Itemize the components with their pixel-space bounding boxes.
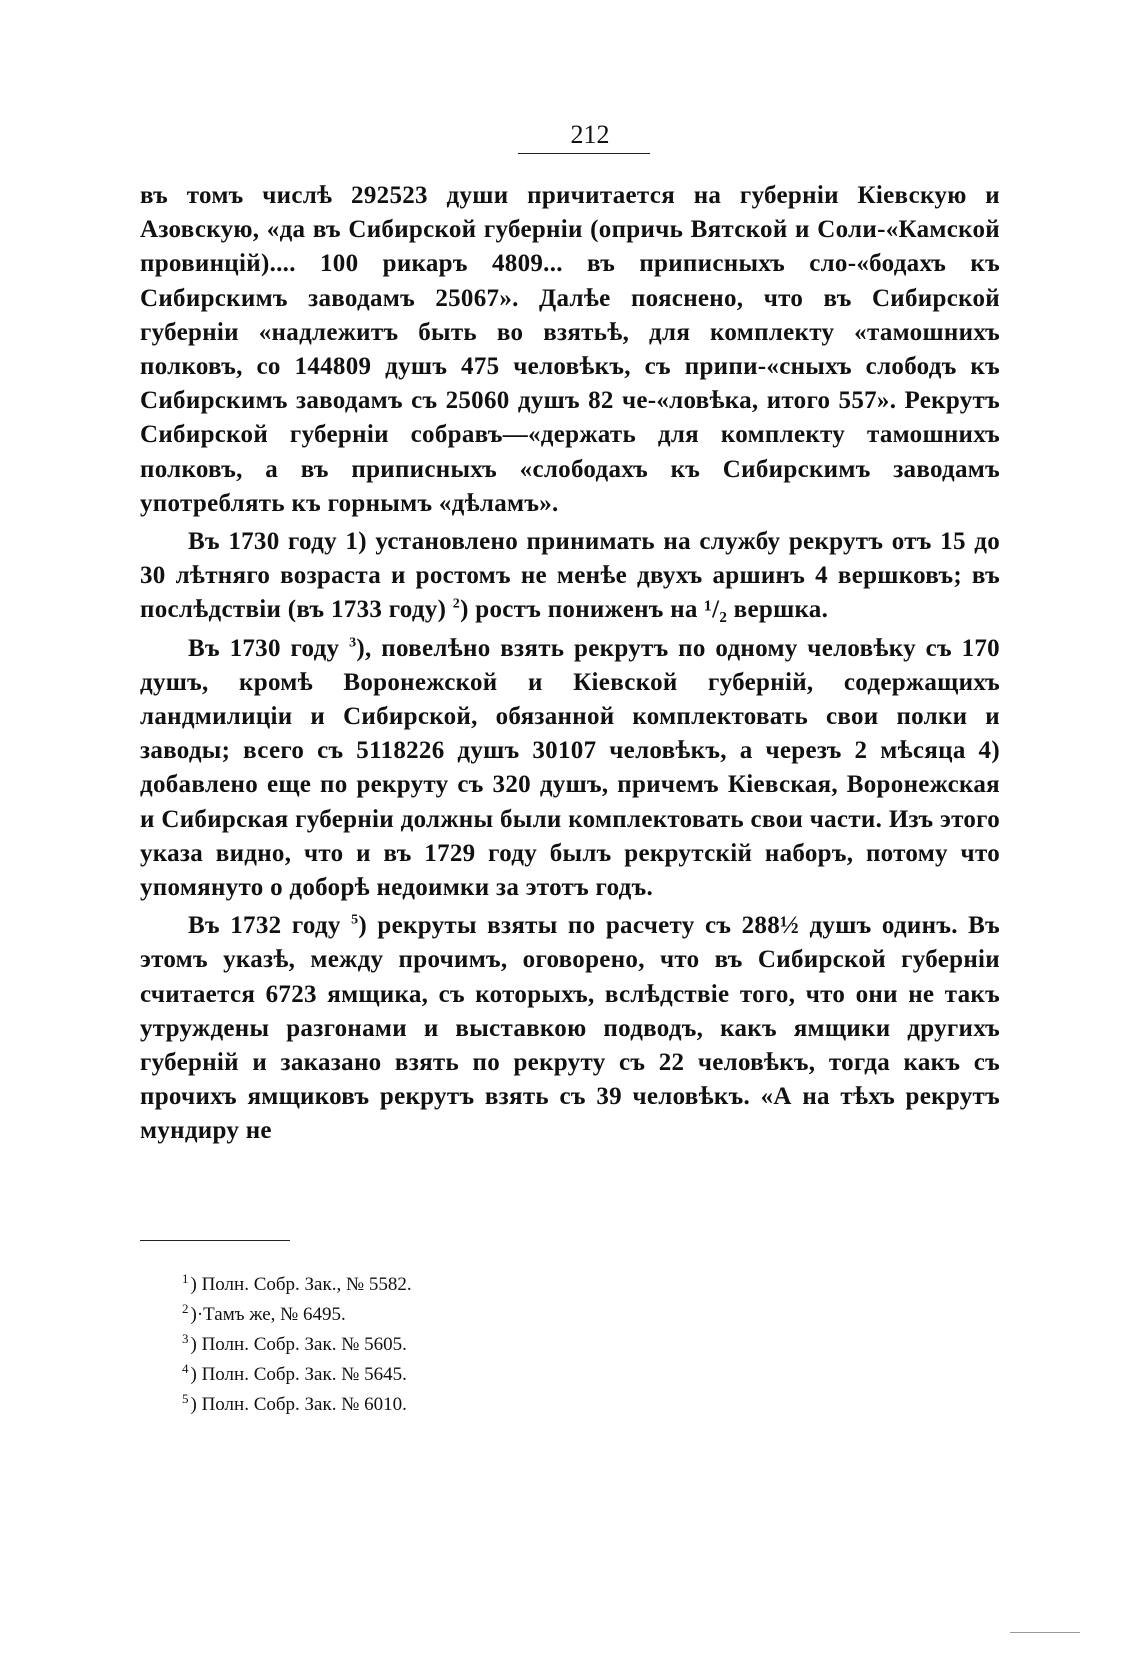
footnote-ref: 5	[351, 912, 359, 928]
footnote-text: ) Полн. Собр. Зак. № 6010.	[190, 1394, 407, 1415]
scan-edge-mark	[1010, 1632, 1080, 1633]
body-text	[140, 179, 1000, 1153]
paragraph-text: Въ 1732 году	[188, 912, 352, 940]
footnote-text: ) Полн. Собр. Зак., № 5582.	[190, 1274, 412, 1295]
paragraph-text: установлено принимать на службу рекрутъ отъ 15 до 30 лѣтняго возраста и ростомъ не менѣе двухъ аршинъ 4 вершковъ; въ послѣдствіи (въ 1733 году)	[140, 528, 1000, 624]
footnote-text: ) Полн. Собр. Зак. № 5605.	[190, 1334, 407, 1355]
paragraph-text: ) рекруты взяты по расчету съ 288½ душъ одинъ. Въ этомъ указѣ, между прочимъ, оговорено, что въ Сибирской губерніи считается 6723 ямщика, съ которыхъ, вслѣдствіе того, что они не такъ утруждены разгонами и выставкою подводъ, какъ ямщики другихъ губерній и заказано взять по рекруту съ 22 человѣкъ, тогда какъ съ прочихъ ямщиковъ рекрутъ взять съ 39 человѣкъ. «А на тѣхъ рекрутъ мундиру не	[140, 912, 1000, 1145]
header-rule	[518, 153, 650, 154]
footnote-rule	[140, 1240, 290, 1241]
footnote	[182, 1390, 782, 1420]
footnote-mark: 1	[182, 1270, 189, 1286]
footnote-ref: 4	[978, 737, 992, 765]
fraction: ¹/₂	[704, 596, 728, 624]
footnote	[182, 1300, 782, 1330]
paragraph-text: Въ 1730 году	[188, 634, 350, 662]
footnote-mark: 2	[182, 1300, 189, 1316]
paragraph-text: ), повелѣно взять рекрутъ по одному человѣку съ 170 душъ, кромѣ Воронежской и Кіевской губерній, содержащихъ ландмилиціи и Сибирской, обязанной комплектовать свои полки и заводы; всего съ 5118226 душъ 30107 человѣкъ, а черезъ 2 мѣсяца	[140, 634, 1000, 765]
footnote-ref: 1	[345, 528, 359, 556]
footnote-mark: 4	[182, 1360, 189, 1376]
footnote-mark: 5	[182, 1390, 189, 1406]
paragraph-1730-recruitment: Въ 1730 году $^3$), повелѣно взять рекрутъ по одному человѣку съ 170 душъ, кромѣ Воронежской и Кіевской губерній, содержащихъ ландмилиціи и Сибирской, обязанной комплектовать свои полки и заводы; всего съ 5118226 душъ 30107 человѣкъ, а черезъ 2 мѣсяца 4) добавлено еще по рекруту съ 320 душъ, причемъ Кіевская, Воронежская и Сибирская губерніи должны были комплектовать свои части. Изъ этого указа видно, что и въ 1729 году былъ рекрутскій наборъ, потому что упомянуто о доборѣ недоимки за этотъ годъ.	[140, 634, 1000, 902]
paragraph-1732-recruitment	[140, 909, 1000, 1148]
footnote-mark: 3	[182, 1330, 189, 1346]
page-number: 212	[570, 120, 610, 149]
footnote	[182, 1330, 782, 1360]
footnotes	[182, 1270, 782, 1420]
paragraph-text: вершка.	[727, 596, 829, 624]
paragraph-1730-recruit-age: Въ 1730 году 1) установлено принимать на службу рекрутъ отъ 15 до 30 лѣтняго возраста и ростомъ не менѣе двухъ аршинъ 4 вершковъ; въ послѣдствіи (въ 1733 году) $^2$) ростъ пониженъ на ¹/₂ вершка.	[140, 528, 1000, 624]
footnote-ref: 2	[452, 597, 461, 613]
paragraph-text: Въ 1730 году	[188, 528, 337, 556]
footnote-ref: 3	[349, 635, 357, 651]
footnote-text: ) Полн. Собр. Зак. № 5645.	[190, 1364, 407, 1385]
footnote	[182, 1360, 782, 1390]
paragraph-text: ростъ пониженъ на	[468, 596, 705, 624]
paragraph-text: добавлено еще по рекруту съ 320 душъ, причемъ Кіевская, Воронежская и Сибирская губерніи должны были комплектовать свои части. Изъ этого указа видно, что и въ 1729 году былъ рекрутскій наборъ, потому что упомянуто о доборѣ недоимки за этотъ годъ.	[140, 771, 1000, 902]
paragraph-continuation: въ томъ числѣ 292523 души причитается на губерніи Кіевскую и Азовскую, «да въ Сибирской губерніи (опричь Вятской и Соли-«Камской провинцій).... 100 рикаръ 4809... въ приписныхъ сло-«бодахъ къ Сибирскимъ заводамъ 25067». Далѣе пояснено, что въ Сибирской губерніи «надлежитъ быть во взятьѣ, для комплекту «тамошнихъ полковъ, со 144809 душъ 475 человѣкъ, съ припи-«сныхъ слободъ къ Сибирскимъ заводамъ съ 25060 душъ 82 че-«ловѣка, итого 557». Рекрутъ Сибирской губерніи собравъ—«держать для комплекту тамошнихъ полковъ, а въ приписныхъ «слободахъ къ Сибирскимъ заводамъ употреблять къ горнымъ «дѣламъ».	[140, 182, 1000, 517]
footnote-text: )·Тамъ же, № 6495.	[190, 1304, 346, 1325]
footnote	[182, 1270, 782, 1300]
